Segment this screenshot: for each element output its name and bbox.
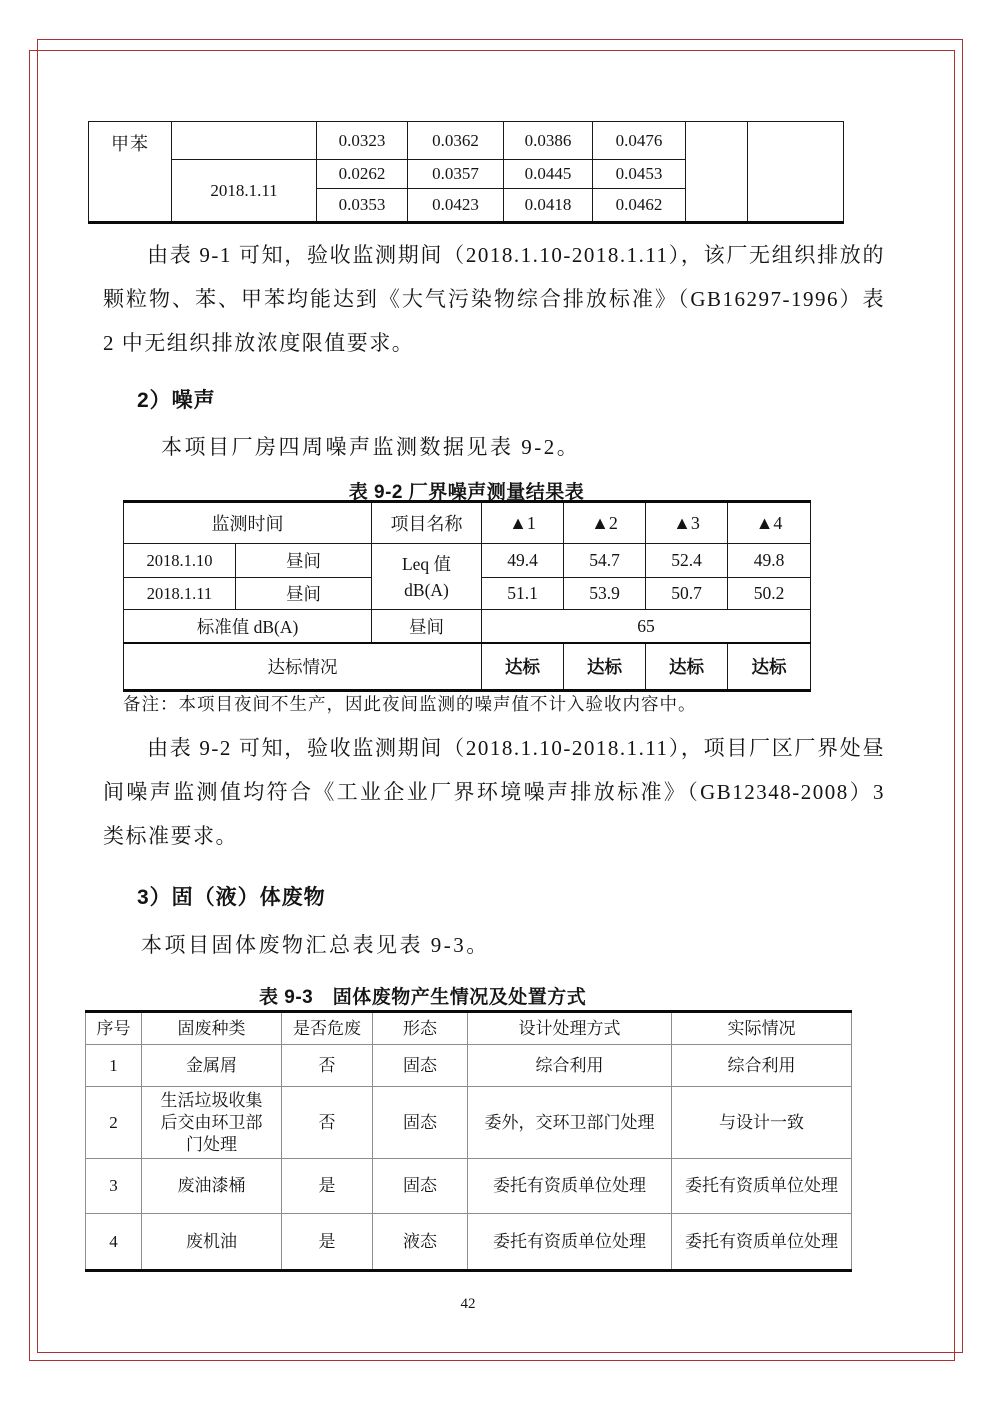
compliance-label-cell: 达标情况 [124,643,482,691]
empty-cell [686,122,748,223]
actual-cell: 委托有资质单位处理 [672,1214,852,1271]
table-row [86,1045,852,1087]
header-time-cell: 监测时间 [124,502,372,544]
value-cell: 49.4 [482,544,564,578]
index-cell: 2 [86,1087,142,1159]
table-9-1-continuation [88,121,844,224]
leq-label-line1: Leq 值 [401,553,452,574]
section-heading-waste: 3）固（液）体废物 [137,886,326,909]
waste-kind-cell: 金属屑 [142,1045,282,1087]
table-row [89,122,844,160]
value-cell: 51.1 [482,578,564,610]
table-row [86,1214,852,1271]
standard-value-cell: 65 [482,610,811,644]
hazard-cell: 否 [282,1087,373,1159]
header-cell: 设计处理方式 [468,1012,672,1045]
value-cell: 50.7 [646,578,728,610]
actual-cell: 委托有资质单位处理 [672,1159,852,1214]
value-cell: 0.0462 [593,189,686,223]
index-cell: 4 [86,1214,142,1271]
value-cell: 0.0453 [593,160,686,189]
state-cell: 液态 [373,1214,468,1271]
table-9-3-caption: 表 9-3 固体废物产生情况及处置方式 [259,987,587,1008]
index-cell: 1 [86,1045,142,1087]
header-item-cell: 项目名称 [372,502,482,544]
waste-kind-cell: 生活垃圾收集后交由环卫部门处理 [142,1087,282,1159]
table-9-2-note: 备注：本项目夜间不生产，因此夜间监测的噪声值不计入验收内容中。 [123,694,697,714]
noise-intro-line: 本项目厂房四周噪声监测数据见表 9-2。 [161,435,581,459]
period-cell: 昼间 [236,544,372,578]
value-cell: 0.0445 [504,160,593,189]
date-cell: 2018.1.10 [124,544,236,578]
header-cell: 实际情况 [672,1012,852,1045]
compliance-cell: 达标 [564,643,646,691]
value-cell: 0.0386 [504,122,593,160]
table-9-3-solid-waste [85,1010,852,1272]
value-cell: 0.0476 [593,122,686,160]
header-point-cell: ▲3 [646,502,728,544]
hazard-cell: 否 [282,1045,373,1087]
section-heading-noise: 2）噪声 [137,389,216,412]
table-header-row [124,502,811,544]
date-cell: 2018.1.11 [124,578,236,610]
value-cell: 49.8 [728,544,811,578]
header-point-cell: ▲2 [564,502,646,544]
value-cell: 0.0262 [317,160,408,189]
value-cell: 52.4 [646,544,728,578]
value-cell: 0.0362 [408,122,504,160]
design-cell: 委托有资质单位处理 [468,1214,672,1271]
air-conclusion-paragraph: 由表 9-1 可知，验收监测期间（2018.1.10-2018.1.11），该厂无组织排放的颗粒物、苯、甲苯均能达到《大气污染物综合排放标准》（GB16297-1996）表 2 中无组织排放浓度限值要求。 [103,243,885,355]
header-cell: 序号 [86,1012,142,1045]
compliance-cell: 达标 [646,643,728,691]
waste-kind-cell: 废油漆桶 [142,1159,282,1214]
table-header-row [86,1012,852,1045]
value-cell: 0.0418 [504,189,593,223]
table-9-2-noise-results [123,500,811,692]
page-number: 42 [460,1296,476,1312]
table-9-2-caption: 表 9-2 厂界噪声测量结果表 [348,482,585,503]
header-point-cell: ▲1 [482,502,564,544]
standard-label-cell: 标准值 dB(A) [124,610,372,644]
value-cell: 0.0323 [317,122,408,160]
table-row [86,1159,852,1214]
substance-cell: 甲苯 [89,122,172,223]
value-cell: 53.9 [564,578,646,610]
compliance-cell: 达标 [482,643,564,691]
table-row [124,544,811,578]
leq-label-line2: dB(A) [404,579,449,600]
table-row [124,610,811,644]
table-row [124,643,811,691]
header-cell: 固废种类 [142,1012,282,1045]
state-cell: 固态 [373,1159,468,1214]
date-cell: 2018.1.11 [172,160,317,223]
empty-date-cell [172,122,317,160]
hazard-cell: 是 [282,1159,373,1214]
period-cell: 昼间 [236,578,372,610]
header-point-cell: ▲4 [728,502,811,544]
waste-intro-line: 本项目固体废物汇总表见表 9-3。 [141,933,490,957]
noise-conclusion-paragraph: 由表 9-2 可知，验收监测期间（2018.1.10-2018.1.11），项目厂区厂界处昼间噪声监测值均符合《工业企业厂界环境噪声排放标准》（GB12348-2008）3 类标准要求。 [103,736,885,848]
value-cell: 50.2 [728,578,811,610]
value-cell: 0.0353 [317,189,408,223]
header-cell: 形态 [373,1012,468,1045]
table-row [86,1087,852,1159]
value-cell: 0.0357 [408,160,504,189]
value-cell: 54.7 [564,544,646,578]
waste-kind-cell: 废机油 [142,1214,282,1271]
empty-cell [748,122,844,223]
design-cell: 委托有资质单位处理 [468,1159,672,1214]
design-cell: 委外，交环卫部门处理 [468,1087,672,1159]
value-cell: 0.0423 [408,189,504,223]
actual-cell: 与设计一致 [672,1087,852,1159]
standard-period-cell: 昼间 [372,610,482,644]
leq-label-cell [372,544,482,610]
state-cell: 固态 [373,1087,468,1159]
header-cell: 是否危废 [282,1012,373,1045]
index-cell: 3 [86,1159,142,1214]
hazard-cell: 是 [282,1214,373,1271]
actual-cell: 综合利用 [672,1045,852,1087]
state-cell: 固态 [373,1045,468,1087]
compliance-cell: 达标 [728,643,811,691]
design-cell: 综合利用 [468,1045,672,1087]
